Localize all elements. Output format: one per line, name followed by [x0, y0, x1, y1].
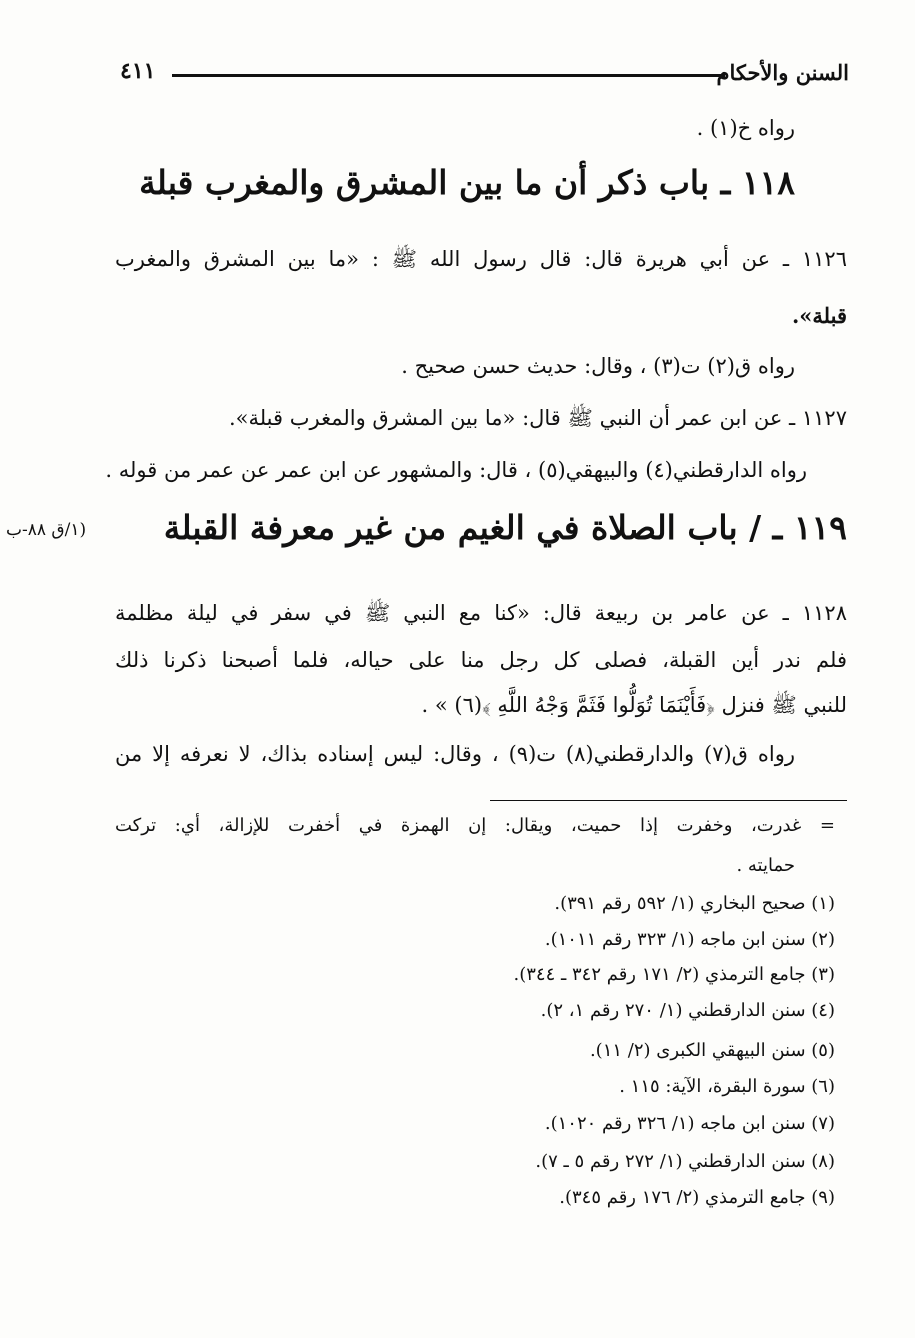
hadith-1126-source: رواه ق(٢) ت(٣) ، وقال: حديث حسن صحيح .	[401, 354, 795, 378]
footnote-3: (٣) جامع الترمذي (٢/ ١٧١ رقم ٣٤٢ ـ ٣٤٤).	[513, 964, 835, 985]
page-number: ٤١١	[120, 58, 156, 84]
footnote-9: (٩) جامع الترمذي (٢/ ١٧٦ رقم ٣٤٥).	[559, 1187, 835, 1208]
running-header-title: السنن والأحكام	[716, 60, 849, 85]
manuscript-margin-note: (١/ق ٨٨-ب	[6, 520, 87, 540]
footnote-separator	[490, 800, 847, 801]
hadith-1128-line-3: للنبي ﷺ فنزل ﴿فَأَيْنَمَا تُوَلُّوا فَثَمَّ وَجْهُ اللَّهِ ﴾(٦) » .	[421, 693, 847, 717]
chapter-119-heading: ١١٩ ـ / باب الصلاة في الغيم من غير معرفة القبلة	[163, 508, 847, 547]
hadith-1128-source: رواه ق(٧) والدارقطني(٨) ت(٩) ، وقال: ليس إسناده بذاك، لا نعرفه إلا من	[115, 742, 795, 766]
footnote-2: (٢) سنن ابن ماجه (١/ ٣٢٣ رقم ١٠١١).	[544, 929, 835, 950]
previous-hadith-source: رواه خ(١) .	[696, 116, 795, 140]
footnote-5: (٥) سنن البيهقي الكبرى (٢/ ١١).	[589, 1040, 835, 1061]
footnote-continuation-line-2: حمايته .	[736, 855, 795, 876]
hadith-1127-line-1: ١١٢٧ ـ عن ابن عمر أن النبي ﷺ قال: «ما بين المشرق والمغرب قبلة».	[228, 406, 847, 430]
hadith-1128-line-1: ١١٢٨ ـ عن عامر بن ربيعة قال: «كنا مع النبي ﷺ في سفر في ليلة مظلمة	[115, 601, 847, 625]
hadith-1128-line-2: فلم ندر أين القبلة، فصلى كل رجل منا على حياله، فلما أصبحنا ذكرنا ذلك	[115, 648, 847, 672]
chapter-118-heading: ١١٨ ـ باب ذكر أن ما بين المشرق والمغرب قبلة	[139, 163, 795, 202]
footnote-6: (٦) سورة البقرة، الآية: ١١٥ .	[619, 1076, 835, 1097]
footnote-continuation-line-1: = غدرت، وخفرت إذا حميت، ويقال: إن الهمزة في أخفرت للإزالة، أي: تركت	[115, 815, 835, 836]
footnote-1: (١) صحيح البخاري (١/ ٥٩٢ رقم ٣٩١).	[554, 893, 835, 914]
hadith-1126-line-1: ١١٢٦ ـ عن أبي هريرة قال: قال رسول الله ﷺ : «ما بين المشرق والمغرب	[115, 247, 847, 271]
header-rule	[172, 74, 725, 77]
footnote-7: (٧) سنن ابن ماجه (١/ ٣٢٦ رقم ١٠٢٠).	[544, 1113, 835, 1134]
footnote-8: (٨) سنن الدارقطني (١/ ٢٧٢ رقم ٥ ـ ٧).	[535, 1151, 835, 1172]
footnote-4: (٤) سنن الدارقطني (١/ ٢٧٠ رقم ١، ٢).	[540, 1000, 835, 1021]
hadith-1127-source: رواه الدارقطني(٤) والبيهقي(٥) ، قال: والمشهور عن ابن عمر عن عمر من قوله .	[105, 458, 807, 482]
hadith-1126-line-2: قبلة».	[791, 303, 847, 328]
